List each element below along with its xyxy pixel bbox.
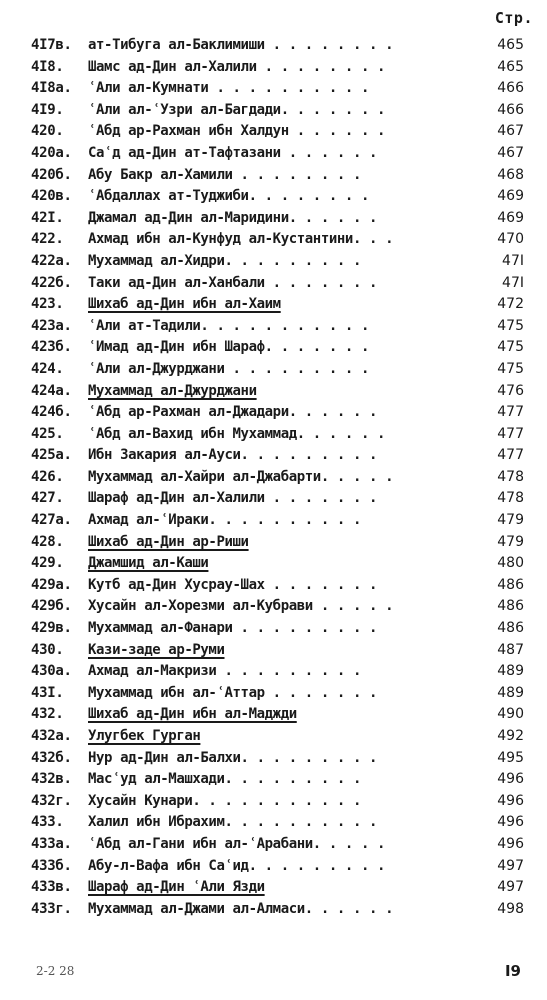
entry-page-number: 496 [497,792,524,809]
entry-title: ʿАбд ал-Гани ибн ал-ʿАрабани. . . . . [88,835,386,852]
toc-entry [0,424,547,446]
entry-number: 422. [31,231,64,248]
toc-entry [0,294,547,316]
entry-page-number: 470 [497,231,524,248]
entry-page-number: 47I [502,274,524,291]
entry-page-number: 478 [497,468,524,485]
entry-number: 427. [31,490,64,507]
entry-number: 423а. [31,317,72,334]
entry-number: 423. [31,296,64,313]
entry-number: 4I9. [31,101,64,118]
page-column-header: Стр. [494,9,533,27]
entry-title: Масʿуд ал-Машхади. . . . . . . . . [88,771,361,788]
entry-title: ʿАбдаллах ат-Туджиби. . . . . . . . [88,188,370,205]
entry-title: ʿАли ал-Джурджани . . . . . . . . . [88,360,370,377]
toc-entry [0,251,547,273]
entry-title: ʿАбд ар-Рахман ибн Халдун . . . . . . [88,123,386,140]
entry-page-number: 472 [497,296,524,313]
entry-title: Ахмад ал-Макризи . . . . . . . . . [88,663,361,680]
toc-entry [0,165,547,187]
toc-entry [0,899,547,921]
entry-number: 429б. [31,598,72,615]
toc-entry [0,78,547,100]
entry-title: Шараф ад-Дин ал-Халили . . . . . . . [88,490,378,507]
entry-page-number: 496 [497,814,524,831]
entry-page-number: 497 [497,857,524,874]
entry-page-number: 479 [497,533,524,550]
entry-number: 432а. [31,728,72,744]
entry-number: 430. [31,641,64,658]
toc-entry [0,726,547,748]
toc-entry [0,553,547,575]
entry-title: ʿАли ат-Тадили. . . . . . . . . . . [88,317,370,334]
toc-entry [0,445,547,467]
entry-title: Кутб ад-Дин Хусрау-Шах . . . . . . . [88,576,378,593]
entry-title: Мухаммад ал-Хайри ал-Джабарти. . . . . [88,468,394,485]
entry-number: 422б. [31,274,72,291]
entry-page-number: 475 [497,339,524,356]
entry-number: 429. [31,555,64,572]
entry-number: 420б. [31,166,72,183]
toc-entry [0,121,547,143]
entry-title: Джамал ад-Дин ал-Маридини. . . . . . [88,209,378,226]
entry-page-number: 489 [497,663,524,680]
entry-number: 427а. [31,512,72,529]
entry-number: 432б. [31,749,72,766]
entry-number: 424. [31,360,64,377]
toc-entry [0,877,547,899]
toc-entry [0,575,547,597]
entry-title: Хусайн Кунари. . . . . . . . . . . [88,792,361,809]
entry-page-number: 478 [497,490,524,507]
toc-entry [0,596,547,618]
entry-number: 4I8. [31,58,64,75]
entry-page-number: 477 [497,425,524,442]
toc-entry [0,208,547,230]
entry-number: 426. [31,468,64,485]
entry-number: 433г. [31,900,72,917]
entry-title: Улугбек Гурган [88,728,201,744]
entry-title: Мухаммад ал-Хидри. . . . . . . . . [88,252,361,269]
entry-title: Мухаммад ал-Джами ал-Алмаси. . . . . . [88,900,394,917]
toc-entry [0,337,547,359]
entry-title: ʿАли ал-ʿУзри ал-Багдади. . . . . . . [88,101,386,118]
entry-title: Шихаб ад-Дин ибн ал-Хаим [88,296,281,313]
entry-title: Мухаммад ибн ал-ʿАттар . . . . . . . [88,684,378,701]
entry-page-number: 468 [497,166,524,183]
entry-page-number: 469 [497,188,524,205]
entry-number: 424б. [31,404,72,421]
entry-page-number: 469 [497,209,524,226]
entry-number: 433в. [31,879,72,896]
toc-entry [0,100,547,122]
entry-number: 4I7в. [31,37,72,53]
entry-number: 429а. [31,576,72,593]
toc-entry [0,856,547,878]
entry-number: 425. [31,425,64,442]
entry-title: ат-Тибуга ал-Баклимиши . . . . . . . . [88,37,394,53]
entry-page-number: 476 [497,382,524,399]
table-of-contents [0,35,547,920]
entry-title: Ахмад ал-ʿИраки. . . . . . . . . . [88,512,361,529]
entry-number: 430а. [31,663,72,680]
toc-entry [0,683,547,705]
toc-entry [0,532,547,554]
entry-page-number: 490 [497,706,524,723]
entry-page-number: 475 [497,360,524,377]
entry-page-number: 479 [497,512,524,529]
entry-number: 429в. [31,620,72,637]
entry-page-number: 467 [497,144,524,161]
entry-page-number: 487 [497,641,524,658]
entry-number: 42I. [31,209,64,226]
entry-title: Халил ибн Ибрахим. . . . . . . . . . [88,814,378,831]
entry-title: Шихаб ад-Дин ар-Риши [88,533,249,550]
entry-page-number: 475 [497,317,524,334]
entry-number: 423б. [31,339,72,356]
toc-entry [0,186,547,208]
toc-entry [0,57,547,79]
entry-number: 433а. [31,835,72,852]
entry-page-number: 477 [497,404,524,421]
entry-title: Нур ад-Дин ал-Балхи. . . . . . . . . [88,749,378,766]
entry-page-number: 477 [497,447,524,464]
entry-page-number: 496 [497,835,524,852]
entry-page-number: 498 [497,900,524,917]
footer-signature-mark: 2-2 28 [36,964,75,978]
entry-page-number: 489 [497,684,524,701]
entry-title: Кази-заде ар-Руми [88,641,225,658]
entry-title: Джамшид ал-Каши [88,555,209,572]
entry-number: 422а. [31,252,72,269]
entry-number: 428. [31,533,64,550]
toc-entry [0,769,547,791]
entry-number: 420. [31,123,64,140]
entry-title: ʿАбд ар-Рахман ал-Джадари. . . . . . [88,404,378,421]
entry-page-number: 486 [497,576,524,593]
entry-title: ʿАли ал-Кумнати . . . . . . . . . . [88,80,370,97]
toc-entry [0,467,547,489]
entry-page-number: 480 [497,555,524,572]
toc-entry [0,273,547,295]
entry-number: 432в. [31,771,72,788]
entry-page-number: 492 [497,728,524,744]
entry-page-number: 467 [497,123,524,140]
toc-entry [0,704,547,726]
entry-title: ʿАбд ал-Вахид ибн Мухаммад. . . . . . [88,425,386,442]
toc-entry [0,618,547,640]
entry-number: 432г. [31,792,72,809]
entry-page-number: 465 [497,37,524,53]
entry-page-number: 495 [497,749,524,766]
toc-entry [0,791,547,813]
footer-page-number: I9 [504,962,521,980]
toc-entry [0,316,547,338]
entry-title: Шараф ад-Дин ʿАли Язди [88,879,265,896]
toc-entry [0,834,547,856]
entry-number: 433б. [31,857,72,874]
toc-entry [0,143,547,165]
entry-page-number: 486 [497,598,524,615]
entry-number: 424а. [31,382,72,399]
entry-page-number: 497 [497,879,524,896]
toc-entry [0,640,547,662]
entry-number: 420а. [31,144,72,161]
entry-page-number: 486 [497,620,524,637]
entry-title: Шихаб ад-Дин ибн ал-Маджди [88,706,297,723]
toc-entry [0,402,547,424]
entry-title: Абу Бакр ал-Хамили . . . . . . . . [88,166,361,183]
entry-title: ʿИмад ад-Дин ибн Шараф. . . . . . . [88,339,370,356]
toc-entry [0,229,547,251]
toc-entry [0,381,547,403]
toc-entry [0,661,547,683]
toc-entry [0,748,547,770]
entry-title: Таки ад-Дин ал-Ханбали . . . . . . . [88,274,378,291]
toc-entry [0,359,547,381]
toc-entry [0,510,547,532]
entry-title: Саʿд ад-Дин ат-Тафтазани . . . . . . [88,144,378,161]
entry-page-number: 47I [502,252,524,269]
entry-number: 43I. [31,684,64,701]
entry-title: Мухаммад ал-Фанари . . . . . . . . . [88,620,378,637]
entry-title: Хусайн ал-Хорезми ал-Кубрави . . . . . [88,598,394,615]
entry-page-number: 496 [497,771,524,788]
entry-title: Ибн Закария ал-Ауси. . . . . . . . . [88,447,378,464]
entry-page-number: 465 [497,58,524,75]
toc-entry [0,35,547,57]
entry-title: Мухаммад ал-Джурджани [88,382,257,399]
entry-title: Шамс ад-Дин ал-Халили . . . . . . . . [88,58,386,75]
entry-number: 432. [31,706,64,723]
entry-title: Ахмад ибн ал-Кунфуд ал-Кустантини. . . [88,231,394,248]
toc-entry [0,812,547,834]
entry-number: 425а. [31,447,72,464]
entry-page-number: 466 [497,80,524,97]
entry-number: 4I8а. [31,80,72,97]
entry-number: 420в. [31,188,72,205]
entry-page-number: 466 [497,101,524,118]
entry-number: 433. [31,814,64,831]
entry-title: Абу-л-Вафа ибн Саʿид. . . . . . . . . [88,857,386,874]
toc-entry [0,488,547,510]
